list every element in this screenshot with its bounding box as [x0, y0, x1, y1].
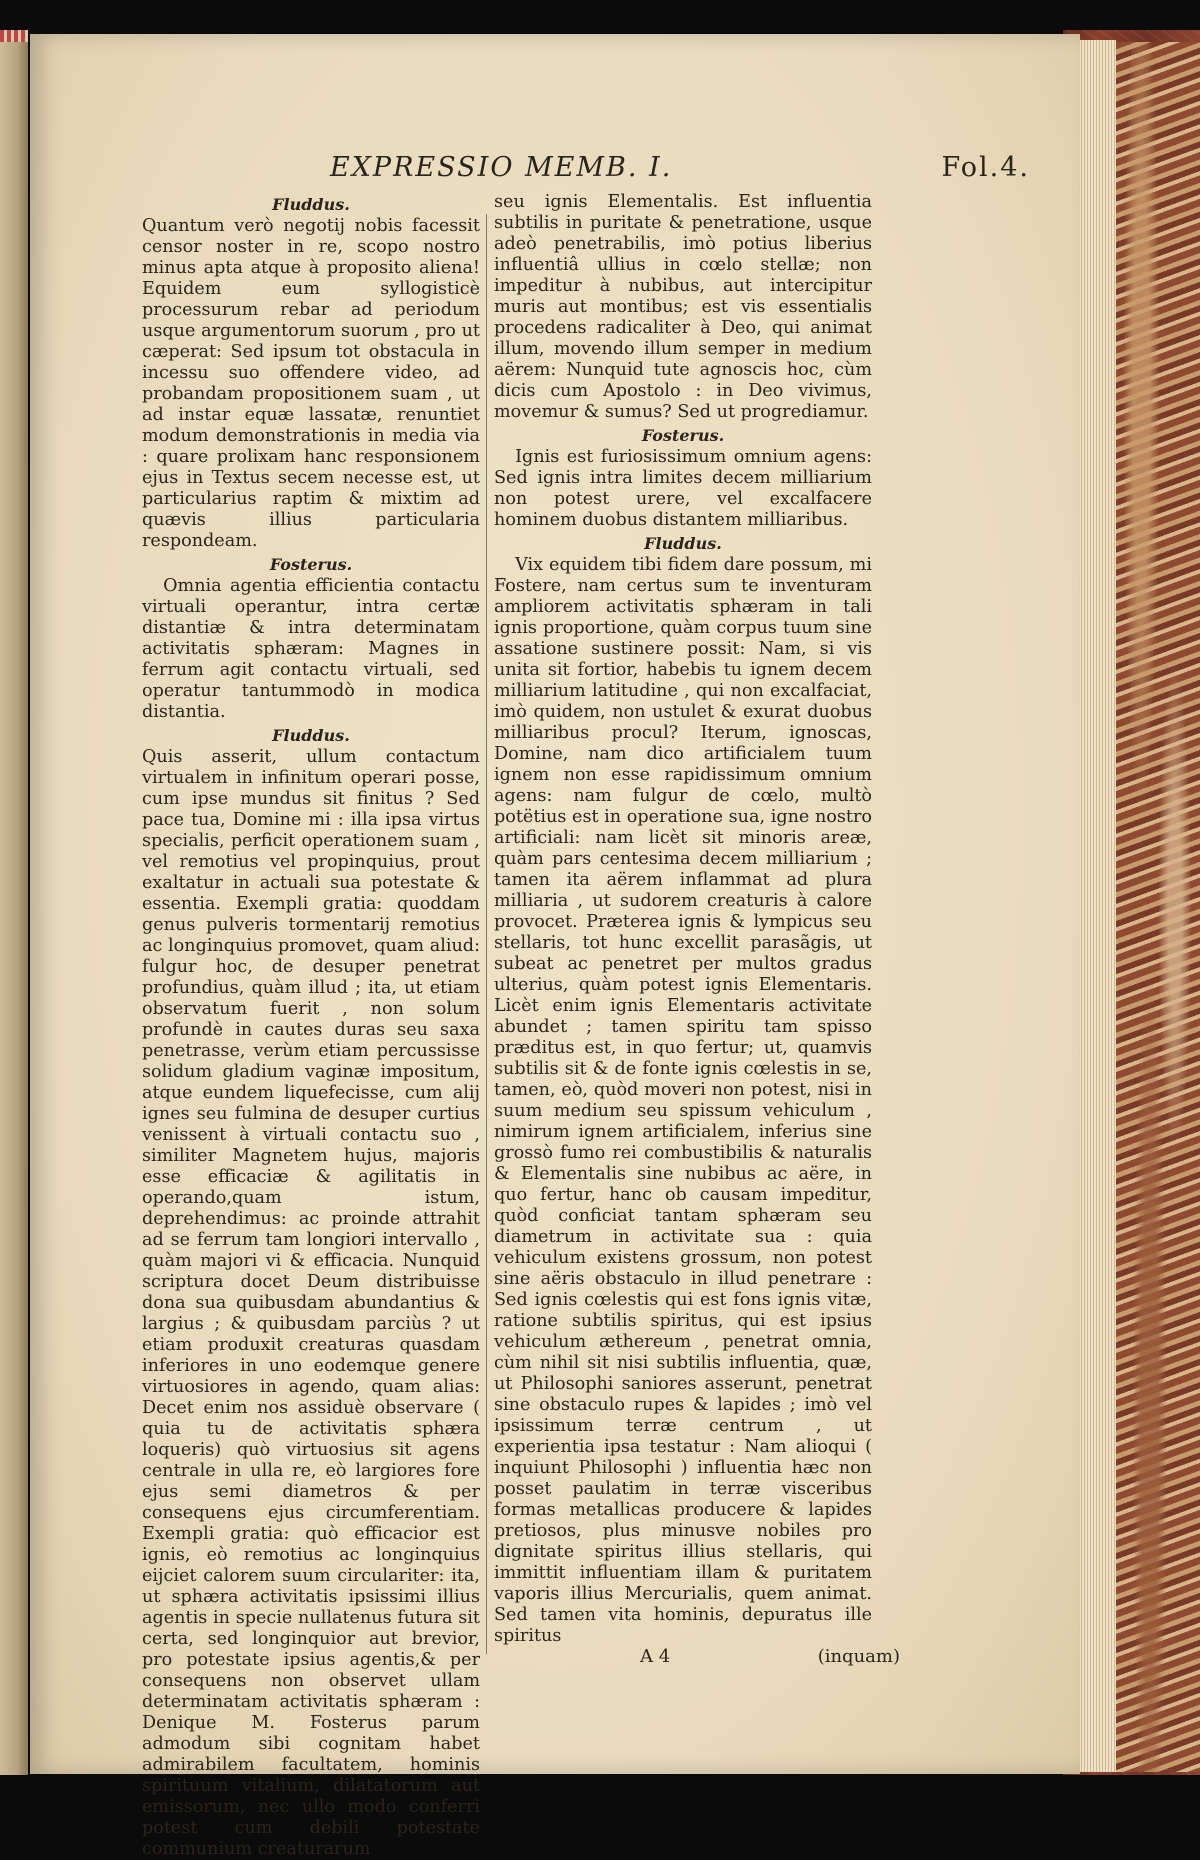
page-edges — [1076, 40, 1116, 1772]
speaker-label: Fluddus. — [272, 195, 350, 214]
catchword: (inquam) — [817, 1646, 900, 1667]
book-page — [30, 34, 1080, 1859]
speaker-label: Fluddus. — [644, 534, 722, 553]
running-head — [330, 152, 1030, 183]
paragraph: Quis asserit, ullum contactum virtualem in infinitum operari posse, cum ipse mundus sit finitus ? Sed pace tua, Domine mi : illa ipsa virtus specialis, perficit operationem suam , vel remotius vel propinquius, prout exaltatur in actuali sua potestate & essentia. Exempli gratia: quoddam genus pulveris tormentarij remotius ac longinquius promovet, quam aliud: fulgur hoc, de desuper penetrat profundius, quàm illud ; ita, ut etiam observatum fuerit , non solum profundè in cautes duras seu saxa penetrasse, verùm etiam percussisse solidum gladium vaginæ impositum, atque eundem liquefecisse, cum alij ignes seu fulmina de desuper curtius venissent à virtuali contactu suo , similiter Magnetem hujus, majoris esse efficaciæ & agilitatis in operando,quam istum, deprehendimus: ac proinde attrahit ad se ferrum tam longiori intervallo , quàm majori vi & efficacia. Nunquid scriptura docet Deum distribuisse dona sua quibusdam abundantius & largius ; & quibusdam parciùs ? ut etiam produxit creaturas quasdam inferiores in uno eodemque genere virtuosiores in agendo, quam alias: Decet enim nos assiduè observare ( quia tu de activitatis sphæra loqueris) quò virtuosius sit agens centrale in ulla re, eò largiores fore ejus semi diametros & per consequens ejus circumferentiam. Exempli gratia: quò efficacior est ignis, eò remotius ac longinquius eijciet calorem suum circulariter: ita, ut sphæra activitatis ipsissimi illius agentis in specie nullatenus futura sit certa, sed longinquior aut brevior, pro potestate ipsius agentis,& per consequens non observet ullam determinatam activitatis sphæram : Denique M. Fosterus parum admodum sibi cognitam habet admirabilem facultatem, hominis spirituum vitalium, dilatatorum aut emissorum, nec ullo modo conferri potest cum debili potestate communium creaturarum — [142, 747, 480, 1859]
paragraph: seu ignis Elementalis. Est influentia subtilis in puritate & penetratione, usque adeò penetrabilis, imò potius liberius influentiâ ullius in cœlo stellæ; non impeditur à nubibus, aut intercipitur muris aut montibus; est vis essentialis procedens radicaliter à Deo, qui animat illum, movendo illum semper in medium aërem: Nunquid tute agnoscis hoc, cùm dicis cum Apostolo : in Deo vivimus, movemur & sumus? Sed ut progrediamur. — [494, 192, 872, 422]
column-divider — [486, 214, 487, 1654]
speaker-label: Fosterus. — [641, 426, 725, 445]
paragraph: Vix equidem tibi fidem dare possum, mi Fostere, nam certus sum te inventuram ampliorem activitatis sphæram in tali ignis proportione, quàm corpus tuum sine assatione sustinere possit: Nam, si vis unita sit fortior, habebis tu ignem decem milliarium latitudine , qui non excalfaciat, imò quidem, non ustulet & exurat duobus milliaribus procul? Iterum, ignoscas, Domine, nam dico artificialem tuum ignem non esse rapidissimum omnium agens: nam fulgur de cœlo, multò potëtius est in operatione sua, igne nostro artificiali: nam licèt sit minoris areæ, quàm pars centesima decem milliarium ; tamen ita aërem inflammat ad plura milliaria , ut sudorem creaturis à calore provocet. Præterea ignis & lympicus seu stellaris, tot hunc excellit parasãgis, ut subeat ac penetret per multos gradus ulterius, quàm potest ignis Elementaris. Licèt enim ignis Elementaris activitate abundet ; tamen spiritu tam spisso præditus est, in quo fertur; ut, quamvis subtilis sit & de fonte ignis cœlestis in se, tamen, eò, quòd moveri non potest, nisi in suum medium seu spissum vehiculum , nimirum ignem artificialem, inferius sine grossò fumo rei combustibilis & naturalis & Elementalis sine nubibus ac aëre, in quo fertur, hanc ob causam impeditur, quòd conficiat tantam sphæram seu diametrum in activitate sua : quia vehiculum existens grossum, non potest sine aëris obstaculo in illud penetrare : Sed ignis cœlestis qui est fons ignis vitæ, ratione subtilis spiritus, qui est ipsius vehiculum æthereum , penetrat omnia, cùm nihil sit nisi subtilis influentia, quæ, ut Philosophi saniores asserunt, penetrat sine obstaculo rupes & lapides ; imò vel ipsissimum terræ centrum , ut experientia ipsa testatur : Nam alioqui ( inquiunt Philosophi ) influentia hæc non posset paulatim in terræ visceribus formas metallicas producere & lapides pretiosos, plus minusve nobiles pro dignitate spiritus illius stellaris, qui immittit influentiam illam & puritatem vaporis illius Mercurialis, quem animat. Sed tamen vita hominis, depuratus ille spiritus — [494, 555, 872, 1646]
left-column — [142, 192, 480, 1859]
folio-number: Fol.4. — [941, 152, 1030, 183]
paragraph: Quantum verò negotij nobis facessit censor noster in re, scopo nostro minus apta atque à proposito aliena! Equidem eum syllogisticè processurum rebar ad periodum usque argumentorum suorum , pro ut cæperat: Sed ipsum tot obstacula in incessu suo offendere video, ad probandam propositionem suam , ut ad instar equæ lassatæ, renuntiet modum demonstrationis in media via : quare prolixam hanc responsionem ejus in Textus secem necesse est, ut particularius raptim & mixtim ad quævis illius particularia respondeam. — [142, 216, 480, 551]
page-footer — [640, 1646, 900, 1667]
signature-mark: A 4 — [640, 1646, 671, 1667]
right-column — [494, 192, 872, 1652]
marbled-endpaper — [1116, 42, 1200, 1772]
paragraph: Omnia agentia efficientia contactu virtuali operantur, intra certæ distantiæ & intra determinatam activitatis sphæram: Magnes in ferrum agit contactu virtuali, sed operatur tantummodò in modica distantia. — [142, 576, 480, 722]
speaker-label: Fosterus. — [269, 555, 353, 574]
speaker-label: Fluddus. — [272, 726, 350, 745]
previous-page-edge — [0, 30, 28, 1775]
running-head-title: EXPRESSIO MEMB. I. — [330, 152, 673, 183]
paragraph: Ignis est furiosissimum omnium agens: Sed ignis intra limites decem milliarium non potest urere, vel excalfacere hominem duobus distantem milliaribus. — [494, 447, 872, 530]
